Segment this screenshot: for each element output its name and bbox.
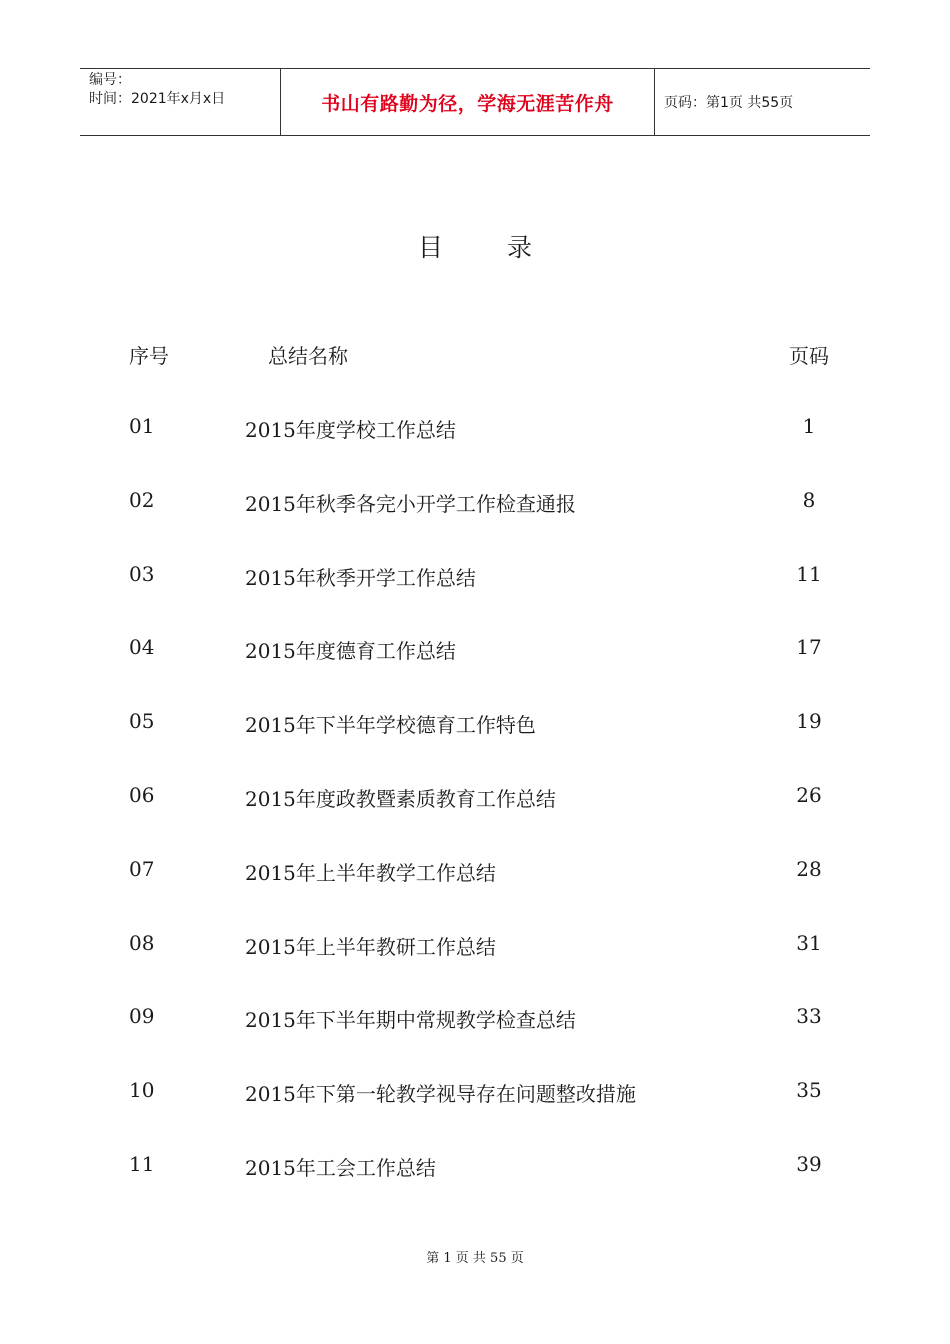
toc-row-number: 10: [129, 1078, 155, 1103]
toc-row-page: 35: [796, 1078, 822, 1103]
toc-row-page: 11: [796, 561, 822, 586]
toc-row[interactable]: [0, 562, 950, 592]
toc-row-number: 01: [129, 414, 155, 438]
column-header-name: 总结名称: [268, 344, 348, 368]
toc-row-page: 1: [802, 414, 816, 438]
toc-row[interactable]: [0, 857, 950, 887]
toc-row-page: 28: [796, 856, 822, 881]
toc-row[interactable]: [0, 931, 950, 961]
motto-text: 书山有路勤为径，学海无涯苦作舟: [281, 69, 655, 135]
toc-row[interactable]: [0, 635, 950, 665]
toc-row-number: 08: [129, 930, 155, 955]
toc-header-row: [0, 340, 950, 370]
toc-row-title: 2015年工会工作总结: [245, 1156, 436, 1180]
toc-row[interactable]: [0, 488, 950, 518]
toc-row-number: 02: [129, 487, 155, 512]
toc-row-number: 11: [129, 1152, 155, 1176]
toc-row-title: 2015年下半年学校德育工作特色: [245, 713, 536, 738]
toc-row-number: 07: [129, 856, 155, 881]
column-header-number: 序号: [129, 344, 169, 368]
toc-row-page: 33: [796, 1004, 822, 1029]
toc-row-title: 2015年下第一轮教学视导存在问题整改措施: [245, 1082, 636, 1107]
toc-row-title: 2015年秋季各完小开学工作检查通报: [245, 491, 576, 516]
toc-row-page: 8: [802, 487, 816, 512]
toc-row-number: 06: [129, 783, 155, 807]
toc-row[interactable]: [0, 709, 950, 739]
toc-row-number: 09: [129, 1004, 155, 1029]
document-header: [80, 68, 870, 136]
toc-row[interactable]: [0, 414, 950, 444]
toc-row-page: 39: [796, 1152, 822, 1176]
toc-row-title: 2015年度学校工作总结: [245, 418, 456, 442]
toc-row-number: 03: [129, 561, 155, 586]
toc-row-title: 2015年度德育工作总结: [245, 639, 456, 664]
column-header-page: 页码: [789, 344, 829, 368]
toc-row-title: 2015年上半年教研工作总结: [245, 934, 496, 959]
toc-row-title: 2015年度政教暨素质教育工作总结: [245, 787, 556, 811]
page-info: 页码：第1页 共55页: [664, 95, 794, 111]
toc-row-page: 31: [796, 930, 822, 955]
toc-row-title: 2015年上半年教学工作总结: [245, 860, 496, 885]
toc-row-page: 19: [796, 709, 822, 734]
toc-row-page: 17: [796, 635, 822, 660]
toc-row-title: 2015年下半年期中常规教学检查总结: [245, 1008, 576, 1033]
toc-row[interactable]: [0, 1078, 950, 1108]
toc-row-page: 26: [796, 783, 822, 807]
number-label: 编号：: [89, 72, 131, 88]
header-meta-cell: [80, 69, 281, 135]
title-char-1: 目: [417, 233, 443, 262]
toc-row[interactable]: [0, 1004, 950, 1034]
page-footer: 第 1 页 共 55 页: [426, 1251, 524, 1266]
time-label: 时间：2021年x月x日: [89, 91, 226, 107]
toc-row-number: 05: [129, 709, 155, 734]
toc-row-number: 04: [129, 635, 155, 660]
toc-row-title: 2015年秋季开学工作总结: [245, 565, 476, 590]
title-char-2: 录: [507, 233, 533, 262]
toc-row[interactable]: [0, 783, 950, 813]
toc-row[interactable]: [0, 1152, 950, 1182]
toc-title: [0, 228, 950, 264]
